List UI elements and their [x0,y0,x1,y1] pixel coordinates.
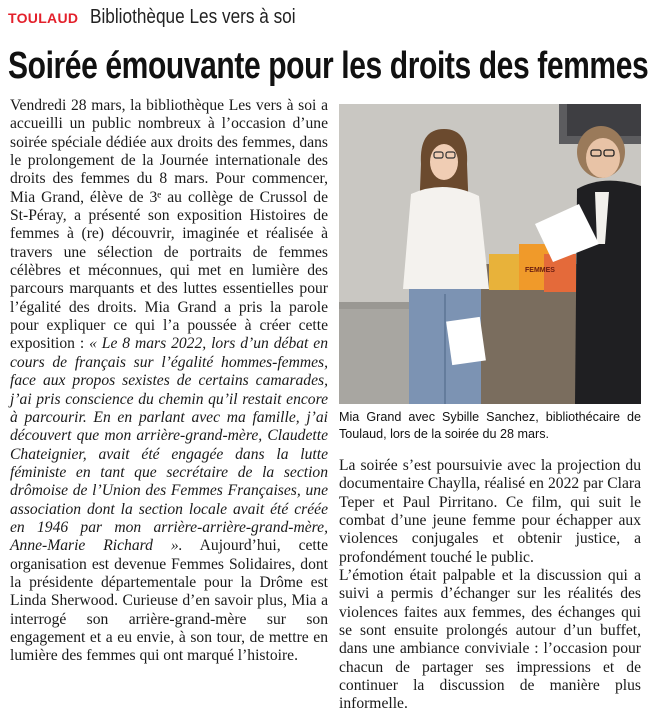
rubric-title: Bibliothèque Les vers à soi [90,6,296,28]
outro-text: Aujourd’hui, cette organisation est devenue Femmes Solidaires, dont la présidente départementale pour la Drôme est Linda Sherwood. Curieuse d’en savoir plus, Mia a interrogé son arrière-grand-mère sur son engagement et a eu envie, à son tour, de mettre en lumière des femmes qui ont marqué l’histoire. [10,537,329,665]
photo-caption: Mia Grand avec Sybille Sanchez, bibliothécaire de Toulaud, lors de la soirée du 28 mars. [339,410,641,441]
poster-text: FEMMES [525,267,555,274]
photo-illustration [339,104,641,404]
article-column-left [10,97,328,709]
article-paragraph [10,97,328,666]
headline: Soirée émouvante pour les droits des femmes [8,45,649,87]
article-paragraph: L’émotion était palpable et la discussion qui a suivi a permis d’échanger sur les réalités des violences faites aux femmes, des échanges qui se sont ensuite prolongés autour d’un buffet, dans une ambiance conviviale : l’occasion pour chacun de partager ses impressions et de continuer la discussion de manière plus informelle. [339,567,641,713]
article-header [8,6,329,34]
section-label: TOULAUD [8,10,79,26]
article-paragraph: La soirée s’est poursuivie avec la projection du documentaire Chaylla, réalisé en 2022 par Clara Teper et Paul Pirritano. Ce film, qui suit le combat d’une jeune femme pour échapper aux violences conjugales et obtenir justice, a profondément touché le public. [339,457,641,566]
intro-text: Vendredi 28 mars, la bibliothèque Les vers à soi a accueilli un public nombreux à l’occasion d’une soirée spéciale dédiée aux droits des femmes, dans le prolongement de la Journée internationale des droits des femmes du 8 mars. Pour commencer, Mia Grand, élève de 3ᵉ au collège de Crussol de St-Péray, a présenté son exposition Histoires de femmes à (re) découvrir, imaginée et réalisée à travers une sélection de portraits de femmes célèbres et méconnues, qui met en lumière des parcours marquants et des luttes essentielles pour l’égalité des droits. Mia Grand a pris la parole pour expliquer ce qui l’a poussée à créer cette exposition : [10,97,328,353]
article-column-right [339,457,641,713]
article-photo [339,104,641,404]
quote-text: « Le 8 mars 2022, lors d’un débat en cours de français sur l’égalité hommes-femmes, face aux propos sexistes de certains camarades, j’ai pris conscience du chemin qu’il restait encore à parcourir. En en parlant avec ma famille, j’ai découvert que mon arrière-grand-mère, Claudette Chateignier, avait été engagée dans la lutte féministe en tant que secrétaire de la section drômoise de l’Union des Femmes Françaises, une association dont la section locale avait été créée en 1946 par mon arrière-arrière-grand-mère, Anne-Marie Richard ». [10,335,328,555]
